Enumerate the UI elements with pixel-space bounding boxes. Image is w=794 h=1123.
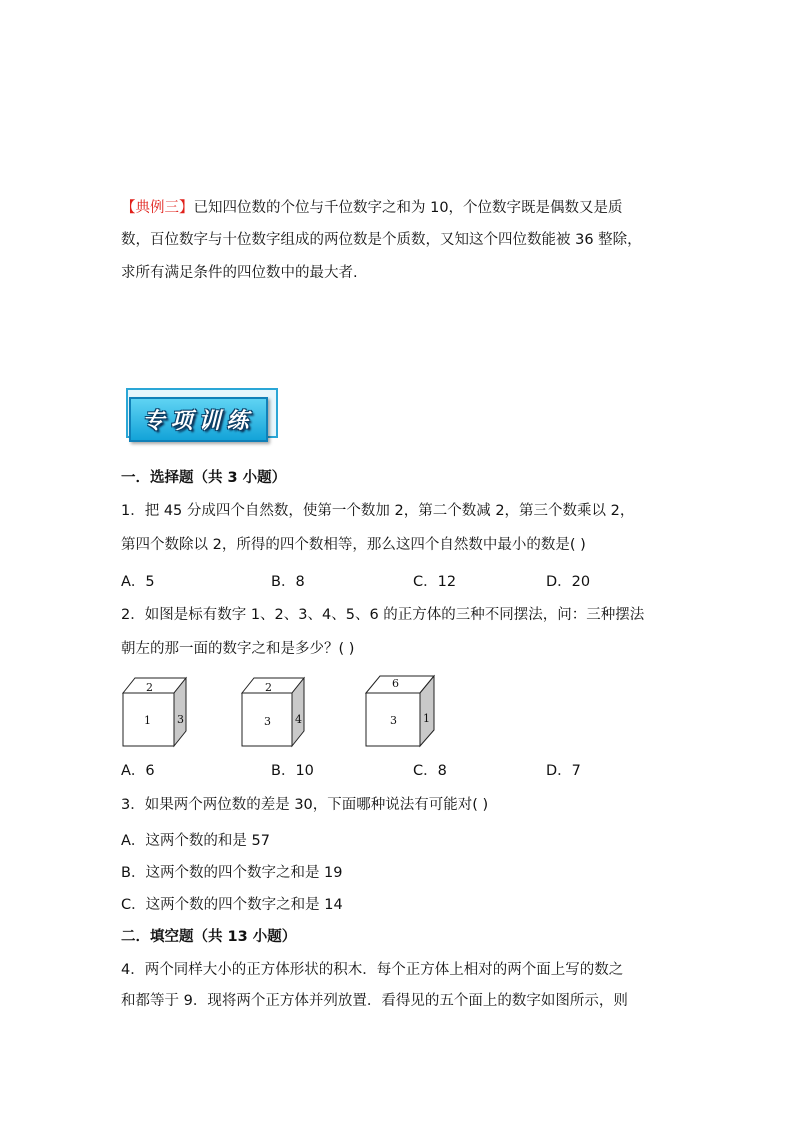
- cube-1-top: 2: [146, 681, 153, 694]
- q1-line1: 1．把 45 分成四个自然数，使第一个数加 2，第二个数减 2，第三个数乘以 2，: [121, 503, 635, 519]
- cube-3-side: 1: [423, 712, 430, 725]
- q2-option-b: B．10: [271, 763, 314, 779]
- q1-option-b: B．8: [271, 574, 305, 590]
- cube-figure: [110, 670, 550, 760]
- section-banner: [129, 397, 268, 442]
- q2-option-c: C．8: [413, 763, 447, 779]
- cube-2-side: 4: [295, 713, 302, 726]
- cube-1-side: 3: [177, 713, 184, 726]
- example3-line3: 求所有满足条件的四位数中的最大者.: [121, 265, 358, 281]
- section1-title: 一．选择题（共 3 小题）: [121, 470, 287, 486]
- banner-label: 专项训练: [142, 408, 255, 434]
- cube-3-front: 3: [390, 714, 397, 727]
- q4-line1: 4．两个同样大小的正方体形状的积木．每个正方体上相对的两个面上写的数之: [121, 962, 624, 978]
- q2-option-a: A．6: [121, 763, 155, 779]
- cube-2: [242, 678, 304, 746]
- q1-option-c: C．12: [413, 574, 457, 590]
- cube-1: [123, 678, 186, 746]
- cube-3-top: 6: [392, 677, 399, 690]
- section2-title: 二．填空题（共 13 小题）: [121, 929, 297, 945]
- q3-option-a: A．这两个数的和是 57: [121, 833, 270, 849]
- q3-option-b: B．这两个数的四个数字之和是 19: [121, 865, 343, 881]
- cube-3: [366, 676, 434, 746]
- q1-option-a: A．5: [121, 574, 155, 590]
- example3-line2: 数，百位数字与十位数字组成的两位数是个质数，又知这个四位数能被 36 整除，: [121, 232, 642, 248]
- example3-tag: 【典例三】: [121, 200, 194, 216]
- q2-line1: 2．如图是标有数字 1、2、3、4、5、6 的正方体的三种不同摆法，问：三种摆法: [121, 607, 645, 623]
- cube-1-front: 1: [144, 714, 151, 727]
- cube-2-top: 2: [265, 681, 272, 694]
- q3-option-c: C．这两个数的四个数字之和是 14: [121, 897, 343, 913]
- q2-line2: 朝左的那一面的数字之和是多少？( ): [121, 641, 355, 657]
- q2-option-d: D．7: [546, 763, 581, 779]
- example3-line1: 【典例三】已知四位数的个位与千位数字之和为 10，个位数字既是偶数又是质: [121, 200, 623, 216]
- cube-2-front: 3: [264, 715, 271, 728]
- q3-line1: 3．如果两个两位数的差是 30，下面哪种说法有可能对( ): [121, 797, 489, 813]
- q1-option-d: D．20: [546, 574, 591, 590]
- q1-line2: 第四个数除以 2，所得的四个数相等，那么这四个自然数中最小的数是( ): [121, 537, 586, 553]
- q4-line2: 和都等于 9．现将两个正方体并列放置．看得见的五个面上的数字如图所示，则: [121, 993, 628, 1009]
